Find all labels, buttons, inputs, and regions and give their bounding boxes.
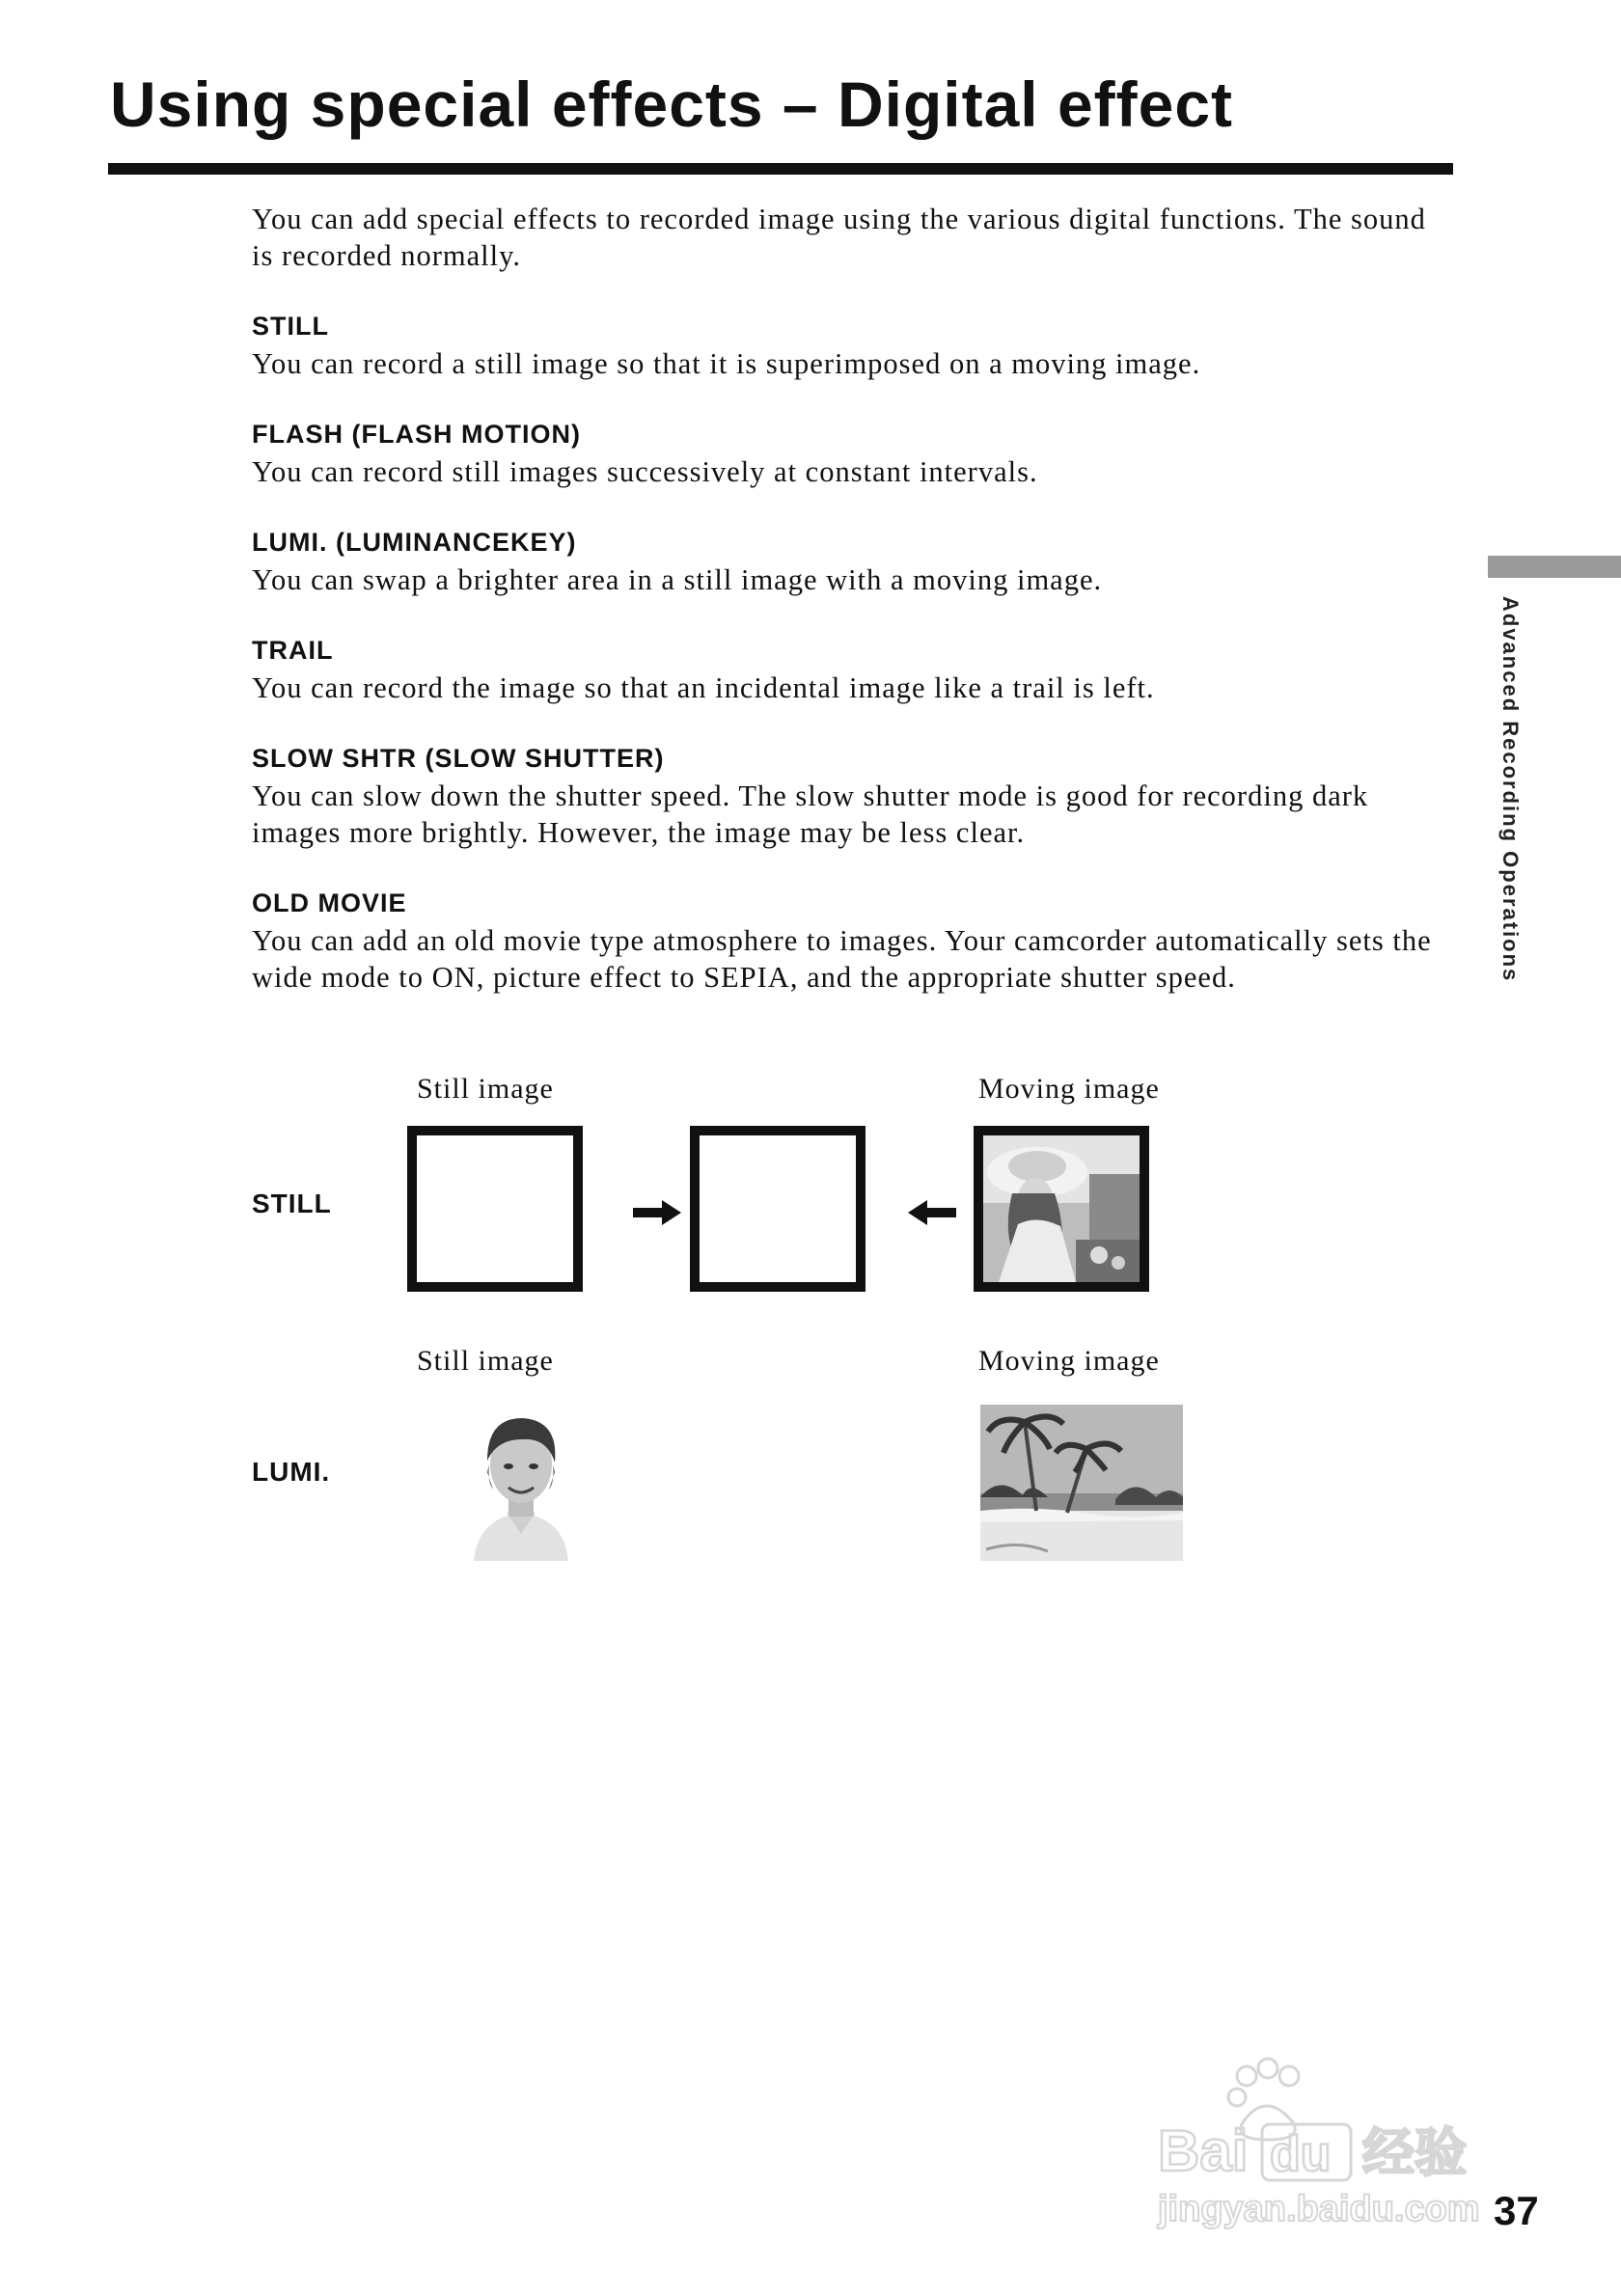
effect-description: You can record the image so that an incidental image like a trail is left. — [252, 671, 1155, 704]
intro-paragraph: You can add special effects to recorded image using the various digital functions. The sound is recorded normally. — [252, 203, 1426, 272]
arrow-right-icon — [633, 1200, 681, 1225]
combined-image-frame — [690, 1126, 865, 1292]
effect-heading: TRAIL — [252, 636, 334, 665]
effect-still — [252, 309, 1439, 382]
still-row-still-caption: Still image — [417, 1073, 554, 1105]
watermark-brand: Bai — [1158, 2118, 1249, 2183]
effect-flash — [252, 417, 1439, 490]
effect-heading: LUMI. (LUMINANCEKEY) — [252, 528, 577, 557]
still-row-moving-caption: Moving image — [978, 1073, 1160, 1105]
effect-slow-shutter — [252, 741, 1439, 851]
arrow-left-icon — [908, 1200, 956, 1225]
effect-description: You can record a still image so that it is superimposed on a moving image. — [252, 347, 1201, 380]
watermark-url: jingyan.baidu.com — [1158, 2189, 1480, 2229]
woman-with-hat-photo — [983, 1135, 1140, 1282]
effect-description: You can add an old movie type atmosphere to images. Your camcorder automatically sets the wide mode to ON, picture effect to SEPIA, and the appropriate shutter speed. — [252, 924, 1432, 994]
beach-palms-photo — [980, 1405, 1183, 1561]
effect-description: You can slow down the shutter speed. The slow shutter mode is good for recording dark images more brightly. However, the image may be less clear. — [252, 779, 1369, 849]
effect-old-movie — [252, 886, 1439, 996]
effect-heading: OLD MOVIE — [252, 888, 407, 917]
section-tab-label: Advanced Recording Operations — [1498, 596, 1523, 983]
effect-heading: STILL — [252, 312, 329, 341]
effect-lumi — [252, 525, 1439, 598]
lumi-row-moving-caption: Moving image — [978, 1345, 1160, 1377]
effect-heading: FLASH (FLASH MOTION) — [252, 420, 581, 449]
watermark-brand-box: du — [1270, 2126, 1332, 2182]
title-rule — [108, 163, 1453, 175]
baidu-watermark — [1148, 2047, 1525, 2240]
section-tab-marker — [1488, 556, 1621, 578]
moving-image-frame — [974, 1126, 1149, 1292]
page-number: 37 — [1494, 2188, 1539, 2233]
still-image-frame — [407, 1126, 583, 1292]
still-row-label: STILL — [252, 1189, 332, 1218]
page-content — [252, 201, 1439, 996]
effect-heading: SLOW SHTR (SLOW SHUTTER) — [252, 744, 665, 773]
page-title: Using special effects – Digital effect — [110, 68, 1234, 140]
lumi-row-label: LUMI. — [252, 1457, 331, 1487]
lumi-row-still-caption: Still image — [417, 1345, 554, 1377]
effect-description: You can swap a brighter area in a still image with a moving image. — [252, 563, 1103, 596]
effect-description: You can record still images successively at constant intervals. — [252, 455, 1038, 488]
watermark-cjk: 经验 — [1362, 2122, 1467, 2183]
effect-trail — [252, 633, 1439, 706]
portrait-photo — [439, 1405, 603, 1561]
